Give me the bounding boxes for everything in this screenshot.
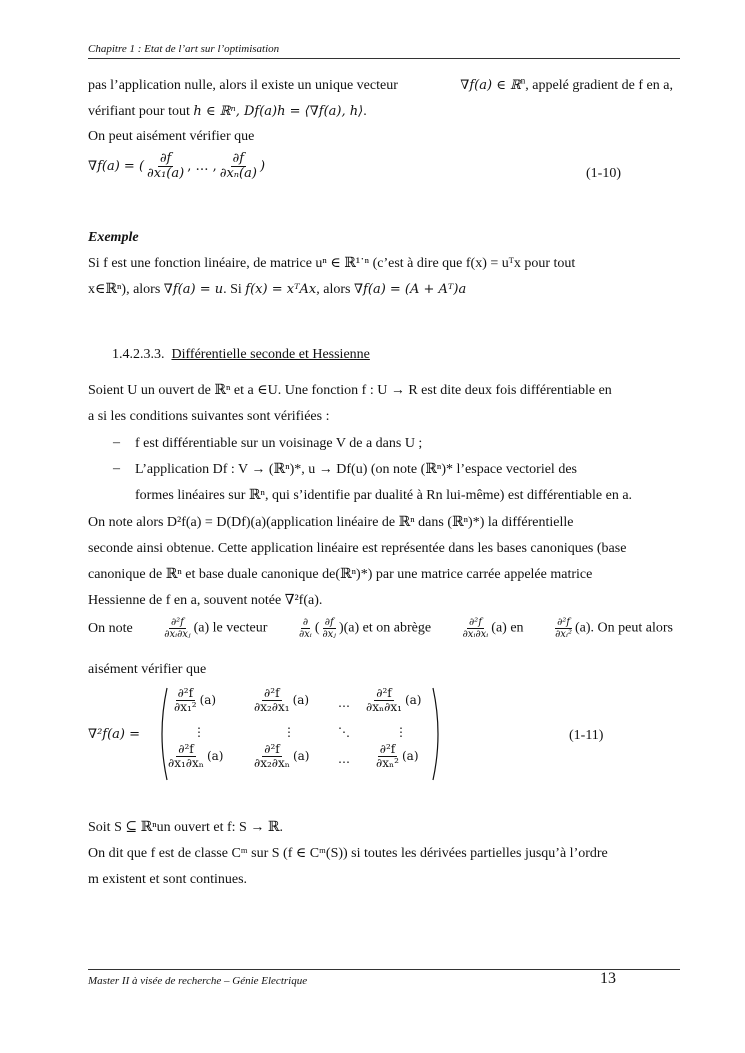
header-rule [88, 58, 680, 59]
matrix-cell: $\frac{\text{∂²f}}{\text{∂x₁∂xₙ}}$ (a) [168, 742, 224, 771]
paragraph-line: a si les conditions suivantes sont vérifiées : [88, 409, 330, 424]
paragraph-line: Soit S ⊆ ℝⁿun ouvert et f: S → ℝ. [88, 820, 283, 835]
paragraph-line: seconde ainsi obtenue. Cette application linéaire est représentée dans les bases canoniques (base [88, 541, 627, 556]
running-footer: Master II à visée de recherche – Génie Electrique [88, 975, 308, 987]
paragraph-line: aisément vérifier que [88, 662, 207, 677]
page-number: 13 [600, 970, 616, 987]
paragraph-line: x∈ℝⁿ), alors ∇f(a) = u. Si f(x) = xᵀAx, alors ∇f(a) = (A + Aᵀ)a [88, 282, 467, 297]
matrix-cell: $\frac{\text{∂²f}}{\text{∂x₂∂xₙ}}$ (a) [254, 742, 310, 771]
list-item: L’application Df : V → (ℝⁿ)*, u → Df(u) (on note (ℝⁿ)* l’espace vectoriel des [135, 462, 577, 477]
matrix-cell: $\frac{\text{∂²f}}{\text{∂x₁²}}$ (a) [174, 686, 217, 715]
paragraph-line: On note alors D²f(a) = D(Df)(a)(application linéaire de ℝⁿ dans (ℝⁿ)*) la différentielle [88, 515, 574, 530]
paragraph-line: Hessienne de f en a, souvent notée ∇²f(a). [88, 593, 323, 608]
paragraph-line: On dit que f est de classe Cᵐ sur S (f ∈ Cᵐ(S)) si toutes les dérivées partielles jusqu’à l’ordre [88, 846, 608, 861]
hessian-lhs: ∇²f(a) = [88, 727, 141, 742]
list-item: f est différentiable sur un voisinage V de a dans U ; [135, 436, 423, 451]
example-title: Exemple [88, 230, 139, 245]
gradient-equation: ∇f(a) = ( $\frac{\partial f}{\text{∂x₁(a)}}$ , … , $\frac{\partial f}{\text{∂xₙ(a)}}$ ) [88, 151, 266, 182]
paragraph-line: pas l’application nulle, alors il existe un unique vecteur ∇f(a) ∈ ℝ$^n$, appelé gradient de f en a, [88, 75, 673, 93]
right-paren [431, 687, 445, 781]
matrix-cell: $\frac{\text{∂²f}}{\text{∂x₂∂x₁}}$ (a) [254, 686, 310, 715]
list-item: formes linéaires sur ℝⁿ, qui s’identifie par dualité à Rn lui-même) est différentiable en a. [135, 488, 633, 503]
matrix-cell: $\frac{\text{∂²f}}{\text{∂xₙ∂x₁}}$ (a) [366, 686, 422, 715]
vdots: ⋮ [395, 725, 407, 739]
bullet-dash: – [113, 435, 120, 450]
notation-line: On note $\frac{\text{∂²f}}{\text{∂xᵢ∂xⱼ}}$ (a) le vecteur $\frac{\partial}{\text{∂xᵢ}}$ ( $\frac{\partial f}{\text{∂xⱼ}}$ )(a) et on abrège $\frac{\text{∂²f}}{\text{∂xᵢ∂xᵢ}}$ (a) en $\frac{\text{∂²f}}{\text{∂xᵢ²}}$ (a). On peut alors [88, 617, 673, 640]
vdots: ⋮ [193, 725, 205, 739]
hdots: ⋯ [338, 699, 350, 713]
vdots: ⋮ [283, 725, 295, 739]
footer-rule [88, 969, 680, 970]
section-heading: 1.4.2.3.3. Différentielle seconde et Hessienne [112, 347, 370, 362]
matrix-cell: $\frac{\text{∂²f}}{\text{∂xₙ²}}$ (a) [376, 742, 419, 771]
hdots: ⋯ [338, 755, 350, 769]
equation-number: (1-11) [569, 728, 604, 743]
hessian-matrix [155, 687, 445, 781]
paragraph-line: vérifiant pour tout h ∈ ℝⁿ, Df(a)h = ⟨∇f(a), h⟩. [88, 104, 367, 119]
paragraph-line: On peut aisément vérifier que [88, 129, 255, 144]
paragraph-line: Soient U un ouvert de ℝⁿ et a ∈U. Une fonction f : U → R est dite deux fois différentiable en [88, 383, 612, 398]
paragraph-line: Si f est une fonction linéaire, de matrice uⁿ ∈ ℝ¹˙ⁿ (c’est à dire que f(x) = uᵀx pour tout [88, 256, 576, 271]
ddots: ⋱ [338, 725, 350, 739]
paragraph-line: canonique de ℝⁿ et base duale canonique de(ℝⁿ)*) par une matrice carrée appelée matrice [88, 567, 593, 582]
bullet-dash: – [113, 461, 120, 476]
equation-number: (1-10) [586, 166, 621, 181]
paragraph-line: m existent et sont continues. [88, 872, 248, 887]
running-header: Chapitre 1 : Etat de l’art sur l’optimisation [88, 43, 280, 55]
